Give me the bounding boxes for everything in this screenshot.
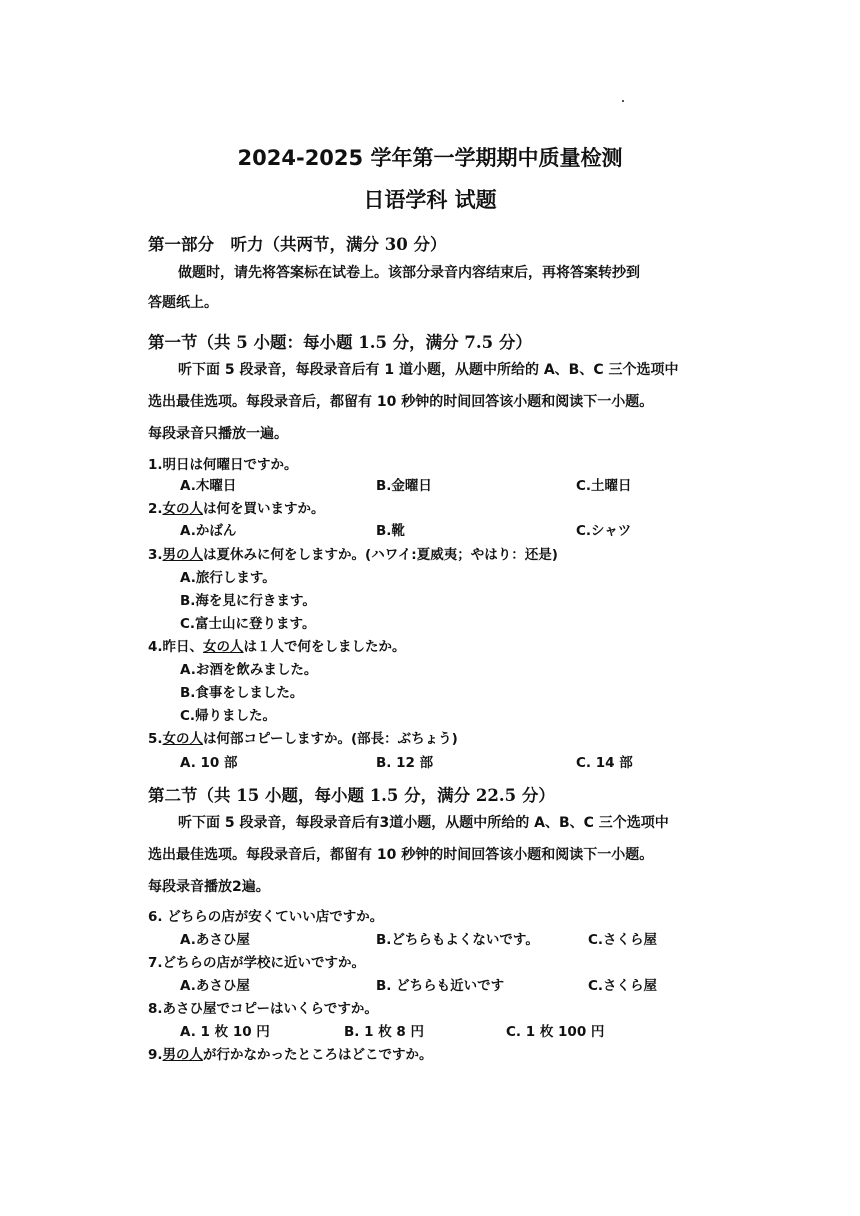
q5-underlined-subject: 女の人 [162, 731, 204, 747]
exam-subtitle: 日语学科 试题 [363, 188, 497, 212]
q6-option-b: B.どちらもよくないです。 [376, 932, 539, 948]
q2-underlined-subject: 女の人 [162, 501, 204, 517]
part1-instruction-line2: 答题纸上。 [148, 295, 218, 311]
q4-option-c: C.帰りました。 [180, 708, 277, 724]
q7-option-a: A.あさひ屋 [180, 978, 250, 994]
q4-option-b: B.食事をしました。 [180, 685, 304, 701]
q4-option-a: A.お酒を飲みました。 [180, 662, 318, 678]
q2-option-a: A.かばん [180, 523, 237, 539]
q9-stem: 9.男の人が行かなかったところはどこですか。 [148, 1047, 433, 1063]
q6-stem: 6. どちらの店が安くていい店ですか。 [148, 909, 384, 925]
q5-option-b: B. 12 部 [376, 755, 434, 771]
scan-speck [622, 100, 624, 102]
q6-option-a: A.あさひ屋 [180, 932, 250, 948]
q2-option-b: B.靴 [376, 523, 405, 539]
q3-underlined-subject: 男の人 [162, 547, 204, 563]
q1-option-c: C.土曜日 [576, 478, 632, 494]
q7-option-c: C.さくら屋 [588, 978, 658, 994]
q5-stem: 5.女の人は何部コピーしますか。(部長：ぶちょう) [148, 731, 458, 747]
q6-option-c: C.さくら屋 [588, 932, 658, 948]
q1-stem: 1.明日は何曜日ですか。 [148, 457, 298, 473]
q8-option-a: A. 1 枚 10 円 [180, 1024, 270, 1040]
section1-instruction-line3: 每段录音只播放一遍。 [148, 426, 288, 442]
section2-instruction-line1: 听下面 5 段录音，每段录音后有3道小题，从题中所给的 A、B、C 三个选项中 [178, 815, 669, 831]
q9-underlined-subject: 男の人 [162, 1047, 204, 1063]
q8-option-b: B. 1 枚 8 円 [344, 1024, 425, 1040]
q1-option-b: B.金曜日 [376, 478, 432, 494]
part1-heading: 第一部分 听力（共两节，满分 30 分） [148, 235, 447, 254]
q3-option-a: A.旅行します。 [180, 570, 276, 586]
section1-instruction-line1: 听下面 5 段录音，每段录音后有 1 道小题，从题中所给的 A、B、C 三个选项中 [178, 362, 679, 378]
q3-option-b: B.海を見に行きます。 [180, 593, 316, 609]
q4-underlined-subject: 女の人 [203, 639, 244, 655]
section1-heading: 第一节（共 5 小题：每小题 1.5 分，满分 7.5 分） [148, 333, 532, 352]
q7-stem: 7.どちらの店が学校に近いですか。 [148, 955, 366, 971]
q2-option-c: C.シャツ [576, 523, 632, 539]
q5-option-a: A. 10 部 [180, 755, 238, 771]
section2-heading: 第二节（共 15 小题，每小题 1.5 分，满分 22.5 分） [148, 786, 555, 805]
q5-option-c: C. 14 部 [576, 755, 633, 771]
q4-stem: 4.昨日、女の人は１人で何をしましたか。 [148, 639, 406, 655]
section2-instruction-line3: 每段录音播放2遍。 [148, 879, 270, 895]
q8-option-c: C. 1 枚 100 円 [506, 1024, 605, 1040]
q3-option-c: C.富士山に登ります。 [180, 616, 316, 632]
q1-option-a: A.木曜日 [180, 478, 237, 494]
q7-option-b: B. どちらも近いです [376, 978, 505, 994]
part1-instruction-line1: 做题时，请先将答案标在试卷上。该部分录音内容结束后，再将答案转抄到 [178, 265, 640, 281]
section1-instruction-line2: 选出最佳选项。每段录音后，都留有 10 秒钟的时间回答该小题和阅读下一小题。 [148, 394, 654, 410]
section2-instruction-line2: 选出最佳选项。每段录音后，都留有 10 秒钟的时间回答该小题和阅读下一小题。 [148, 847, 654, 863]
q2-stem: 2.女の人は何を買いますか。 [148, 501, 325, 517]
q3-stem: 3.男の人は夏休みに何をしますか。(ハワイ:夏威夷；やはり：还是) [148, 547, 558, 563]
exam-title: 2024-2025 学年第一学期期中质量检测 [237, 146, 623, 170]
q8-stem: 8.あさひ屋でコピーはいくらですか。 [148, 1001, 378, 1017]
